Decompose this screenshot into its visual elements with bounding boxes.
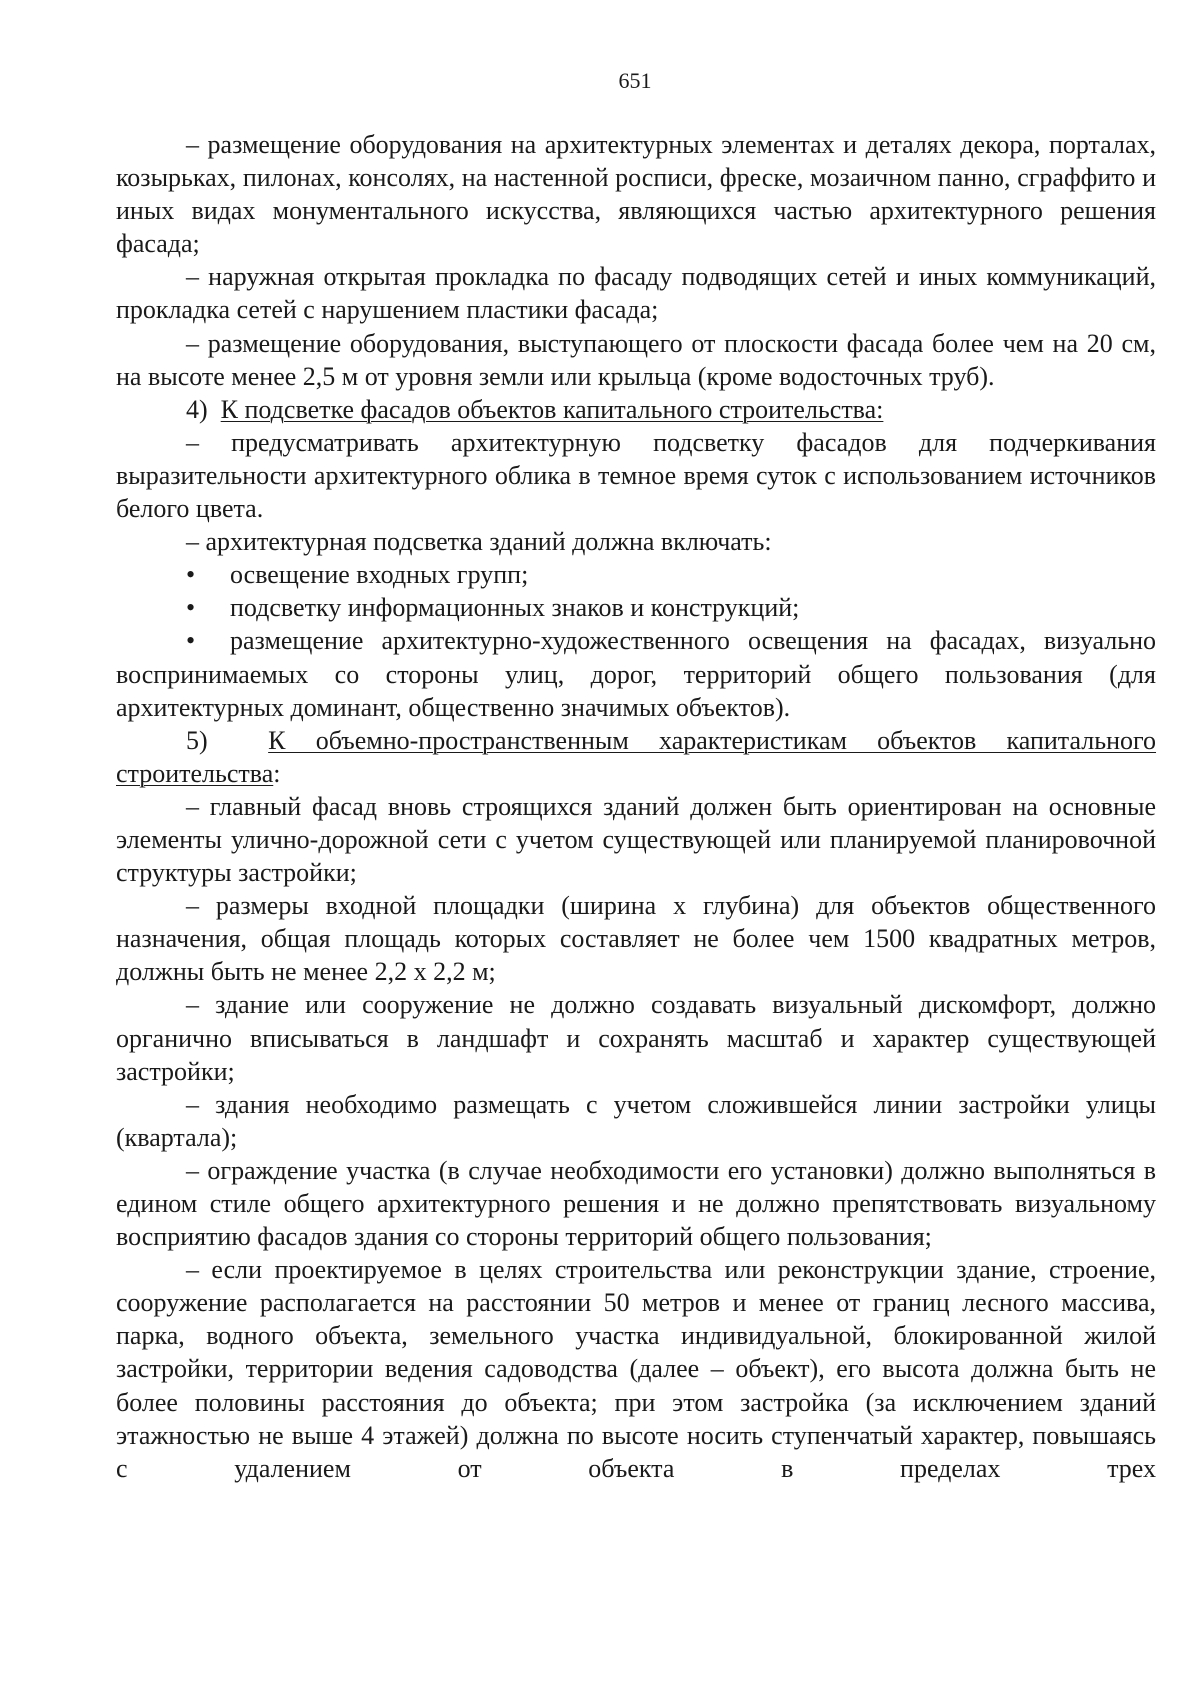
page-content bbox=[116, 128, 1156, 1485]
section-heading-5 bbox=[116, 724, 1156, 790]
paragraph-lighting-includes: – архитектурная подсветка зданий должна включать: bbox=[186, 527, 772, 557]
list-item-text: подсветку информационных знаков и конструкций; bbox=[230, 593, 800, 623]
section-title-5: К объемно-пространственным характеристикам объектов капитального строительства bbox=[116, 725, 1157, 788]
list-item bbox=[116, 624, 1156, 723]
bullet-icon: • bbox=[186, 593, 196, 623]
section-title-4: К подсветке фасадов объектов капитального строительства: bbox=[220, 394, 884, 424]
list-item-text: освещение входных групп; bbox=[230, 560, 529, 590]
section-number-5: 5) bbox=[186, 725, 208, 755]
paragraph-entrance-area: – размеры входной площадки (ширина х глубина) для объектов общественного назначения, общая площадь которых составляет не более чем 1500 квадратных метров, должны быть не менее 2,2 х 2,2 м; bbox=[116, 891, 1156, 987]
section-title-5-colon: : bbox=[273, 758, 281, 788]
paragraph-fencing: – ограждение участка (в случае необходимости его установки) должно выполняться в едином стиле общего архитектурного решения и не должно препятствовать визуальному восприятию фасадов здания со стороны территорий общего пользования; bbox=[116, 1155, 1156, 1252]
section-number-4: 4) bbox=[186, 394, 208, 424]
paragraph-height-limit: – если проектируемое в целях строительства или реконструкции здание, строение, сооружение располагается на расстоянии 50 метров и менее от границ лесного массива, парка, водного объекта, земельного участка индивидуальной, блокированной жилой застройки, территории ведения садоводства (далее – объект), его высота должна быть не более половины расстояния до объекта; при этом застройка (за исключением зданий этажностью не выше 4 этажей) должна по высоте носить ступенчатый характер, повышаясь с удалением от объекта в пределах трех bbox=[116, 1255, 1156, 1483]
section-heading-4 bbox=[116, 393, 1156, 426]
paragraph-protruding-equipment: – размещение оборудования, выступающего от плоскости фасада более чем на 20 см, на высоте менее 2,5 м от уровня земли или крыльца (кроме водосточных труб). bbox=[116, 328, 1156, 391]
paragraph-external-networks: – наружная открытая прокладка по фасаду подводящих сетей и иных коммуникаций, прокладка сетей с нарушением пластики фасада; bbox=[116, 262, 1156, 325]
bullet-icon: • bbox=[186, 626, 196, 656]
paragraph-building-line: – здания необходимо размещать с учетом сложившейся линии застройки улицы (квартала); bbox=[116, 1089, 1156, 1152]
paragraph-visual-comfort: – здание или сооружение не должно создавать визуальный дискомфорт, должно органично вписываться в ландшафт и сохранять масштаб и характер существующей застройки; bbox=[116, 990, 1156, 1086]
paragraph-equipment-on-decor: – размещение оборудования на архитектурных элементах и деталях декора, порталах, козырьках, пилонах, консолях, на настенной росписи, фреске, мозаичном панно, сграффито и иных видах монументального искусства, являющихся частью архитектурного решения фасада; bbox=[116, 130, 1156, 259]
paragraph-facade-lighting: – предусматривать архитектурную подсветку фасадов для подчеркивания выразительности архитектурного облика в темное время суток с использованием источников белого цвета. bbox=[116, 427, 1156, 524]
paragraph-main-facade: – главный фасад вновь строящихся зданий должен быть ориентирован на основные элементы улично-дорожной сети с учетом существующей или планируемой планировочной структуры застройки; bbox=[116, 791, 1156, 888]
list-item-text: размещение архитектурно-художественного освещения на фасадах, визуально воспринимаемых со стороны улиц, дорог, территорий общего пользования (для архитектурных доминант, общественно значимых объектов). bbox=[116, 626, 1156, 722]
list-item bbox=[116, 558, 1156, 591]
page-number: 651 bbox=[618, 68, 652, 93]
bullet-icon: • bbox=[186, 560, 196, 590]
list-item bbox=[116, 591, 1156, 624]
